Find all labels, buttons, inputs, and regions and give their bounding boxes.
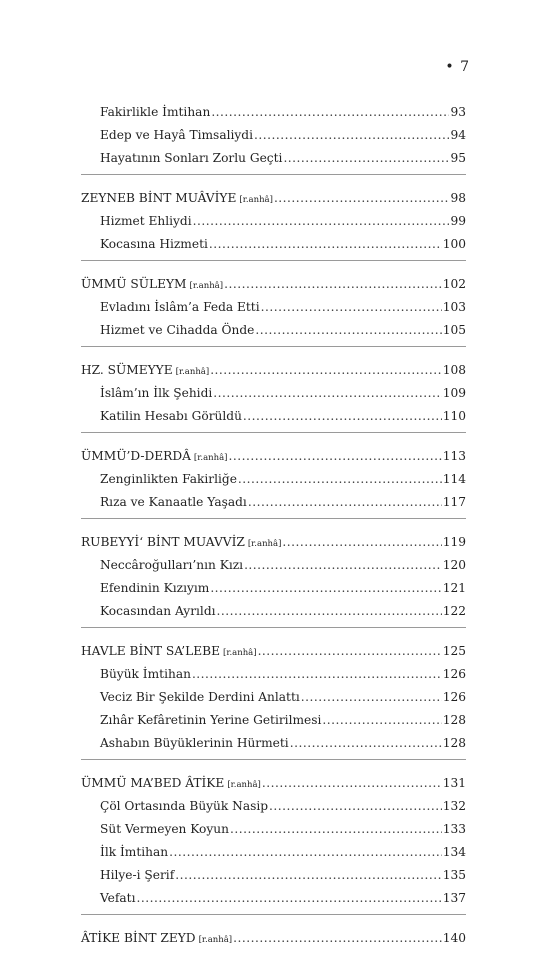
toc-entry-page: 93 [450, 105, 466, 119]
chapter-heading [81, 772, 466, 795]
dot-leader [248, 491, 442, 514]
chapter-heading-page: 98 [450, 191, 466, 205]
chapter-heading [81, 187, 466, 210]
chapter-heading [81, 927, 466, 950]
toc-entry [81, 491, 466, 514]
toc-entry-title: Çöl Ortasında Büyük Nasip [100, 799, 269, 813]
toc-entry-page: 126 [442, 667, 466, 681]
dot-leader [254, 124, 450, 147]
toc-entry-title: Zıhâr Kefâretinin Yerine Getirilmesi [100, 713, 322, 727]
toc-entry [81, 818, 466, 841]
toc-entry [81, 233, 466, 256]
toc-entry-title: İlk İmtihan [100, 845, 169, 859]
toc-entry [81, 210, 466, 233]
toc-entry-page: 95 [450, 151, 466, 165]
toc-entry-page: 110 [442, 409, 466, 423]
toc-section [81, 445, 466, 519]
toc-entry [81, 147, 466, 170]
toc-entry [81, 468, 466, 491]
toc-entry-page: 120 [442, 558, 466, 572]
page-number: • 7 [445, 59, 470, 75]
chapter-heading-page: 113 [442, 449, 466, 463]
chapter-heading [81, 640, 466, 663]
toc-entry [81, 577, 466, 600]
toc-entry-title: Veciz Bir Şekilde Derdini Anlattı [100, 690, 300, 704]
dot-leader [258, 640, 442, 663]
toc-entry [81, 663, 466, 686]
dot-leader [274, 187, 450, 210]
chapter-heading-honorific: [r.anhâ] [239, 195, 273, 205]
toc-section [81, 927, 466, 954]
toc-entry-title: Vefatı [100, 891, 136, 905]
toc-entry-title: Fakirlikle İmtihan [100, 105, 211, 119]
toc-entry-page: 117 [442, 495, 466, 509]
dot-leader [269, 795, 442, 818]
toc-entry-page: 128 [442, 713, 466, 727]
toc-entry-title: Evladını İslâm’a Feda Etti [100, 300, 260, 314]
dot-leader [228, 445, 441, 468]
dot-leader [210, 359, 442, 382]
toc-entry-title: Rıza ve Kanaatle Yaşadı [100, 495, 247, 509]
toc-entry-page: 133 [442, 822, 466, 836]
chapter-heading-page: 125 [442, 644, 466, 658]
dot-leader [175, 864, 442, 887]
toc-entry-title: Kocasına Hizmeti [100, 237, 208, 251]
dot-leader [255, 319, 441, 342]
dot-leader [224, 273, 442, 296]
toc-entry [81, 887, 466, 910]
chapter-heading-page: 140 [442, 931, 466, 945]
dot-leader [261, 296, 442, 319]
dot-leader [193, 210, 450, 233]
toc-entry-page: 134 [442, 845, 466, 859]
toc-section [81, 101, 466, 175]
dot-leader [213, 382, 441, 405]
dot-leader [211, 101, 449, 124]
toc-entry-page: 132 [442, 799, 466, 813]
toc-entry-page: 126 [442, 690, 466, 704]
dot-leader [169, 841, 442, 864]
chapter-heading-honorific: [r.anhâ] [193, 453, 228, 463]
toc-entry [81, 296, 466, 319]
toc-entry [81, 686, 466, 709]
toc-entry-page: 135 [442, 868, 466, 882]
toc-entry-title: Hizmet ve Cihadda Önde [100, 323, 255, 337]
chapter-heading [81, 359, 466, 382]
chapter-heading-honorific: [r.anhâ] [198, 935, 233, 945]
dot-leader [217, 600, 442, 623]
toc-section [81, 273, 466, 347]
toc-entry-page: 99 [450, 214, 466, 228]
toc-entry-title: Zenginlikten Fakirliğe [100, 472, 237, 486]
toc-entry [81, 600, 466, 623]
dot-leader [244, 554, 442, 577]
toc-entry [81, 864, 466, 887]
toc-entry-title: Süt Vermeyen Koyun [100, 822, 229, 836]
toc-entry [81, 732, 466, 755]
toc-section [81, 640, 466, 760]
toc-entry-page: 100 [442, 237, 466, 251]
toc-entry-page: 105 [442, 323, 466, 337]
toc-entry-page: 109 [442, 386, 466, 400]
toc-entry [81, 101, 466, 124]
chapter-heading-title: HAVLE BİNT SA’LEBE [r.anhâ] [81, 644, 257, 658]
dot-leader [209, 233, 442, 256]
dot-leader [301, 686, 442, 709]
toc-entry-page: 121 [442, 581, 466, 595]
chapter-heading-honorific: [r.anhâ] [175, 367, 210, 377]
chapter-heading [81, 273, 466, 296]
chapter-heading-honorific: [r.anhâ] [189, 281, 224, 291]
toc-entry-title: İslâm’ın İlk Şehidi [100, 386, 213, 400]
toc-entry-title: Edep ve Hayâ Timsaliydi [100, 128, 253, 142]
toc-entry-page: 94 [450, 128, 466, 142]
chapter-heading-page: 131 [442, 776, 466, 790]
chapter-heading [81, 445, 466, 468]
toc-entry-title: Katilin Hesabı Görüldü [100, 409, 242, 423]
toc-entry [81, 382, 466, 405]
dot-leader [192, 663, 442, 686]
dot-leader [136, 887, 441, 910]
toc-entry-title: Neccâroğulları’nın Kızı [100, 558, 244, 572]
toc-entry-page: 103 [442, 300, 466, 314]
dot-leader [233, 927, 442, 950]
toc-entry-title: Kocasından Ayrıldı [100, 604, 216, 618]
chapter-heading-page: 119 [442, 535, 466, 549]
dot-leader [243, 405, 442, 428]
chapter-heading-title: ÜMMÜ’D-DERDÂ [r.anhâ] [81, 449, 228, 463]
toc-entry-title: Hilye-i Şerif [100, 868, 175, 882]
dot-leader [238, 468, 442, 491]
chapter-heading [81, 531, 466, 554]
toc-entry-title: Hizmet Ehliydi [100, 214, 192, 228]
chapter-heading-honorific: [r.anhâ] [247, 539, 282, 549]
toc-entry [81, 709, 466, 732]
dot-leader [262, 772, 442, 795]
dot-leader [230, 818, 442, 841]
chapter-heading-title: ÜMMÜ MA’BED ÂTİKE [r.anhâ] [81, 776, 261, 790]
toc-entry [81, 795, 466, 818]
table-of-contents [81, 101, 466, 966]
toc-entry [81, 319, 466, 342]
chapter-heading-title: RUBEYYİ‘ BİNT MUAVVİZ [r.anhâ] [81, 535, 282, 549]
chapter-heading-page: 102 [442, 277, 466, 291]
toc-entry [81, 841, 466, 864]
chapter-heading-honorific: [r.anhâ] [223, 648, 257, 658]
toc-entry [81, 554, 466, 577]
toc-entry-page: 122 [442, 604, 466, 618]
toc-entry-page: 128 [442, 736, 466, 750]
chapter-heading-title: ÂTİKE BİNT ZEYD [r.anhâ] [81, 931, 233, 945]
toc-section [81, 187, 466, 261]
toc-entry-page: 114 [442, 472, 466, 486]
toc-entry [81, 405, 466, 428]
toc-entry-title: Efendinin Kızıyım [100, 581, 210, 595]
toc-entry [81, 124, 466, 147]
dot-leader [290, 732, 442, 755]
toc-section [81, 359, 466, 433]
toc-entry-title: Hayatının Sonları Zorlu Geçti [100, 151, 283, 165]
dot-leader [322, 709, 441, 732]
chapter-heading-title: HZ. SÜMEYYE [r.anhâ] [81, 363, 210, 377]
dot-leader [283, 147, 449, 170]
toc-section [81, 531, 466, 628]
toc-section [81, 772, 466, 915]
chapter-heading-honorific: [r.anhâ] [227, 780, 261, 790]
toc-entry-page: 137 [442, 891, 466, 905]
dot-leader [210, 577, 441, 600]
dot-leader [282, 531, 441, 554]
chapter-heading-page: 108 [442, 363, 466, 377]
toc-entry-title: Ashabın Büyüklerinin Hürmeti [100, 736, 289, 750]
chapter-heading-title: ZEYNEB BİNT MUÂVİYE [r.anhâ] [81, 191, 273, 205]
chapter-heading-title: ÜMMÜ SÜLEYM [r.anhâ] [81, 277, 224, 291]
toc-entry-title: Büyük İmtihan [100, 667, 191, 681]
